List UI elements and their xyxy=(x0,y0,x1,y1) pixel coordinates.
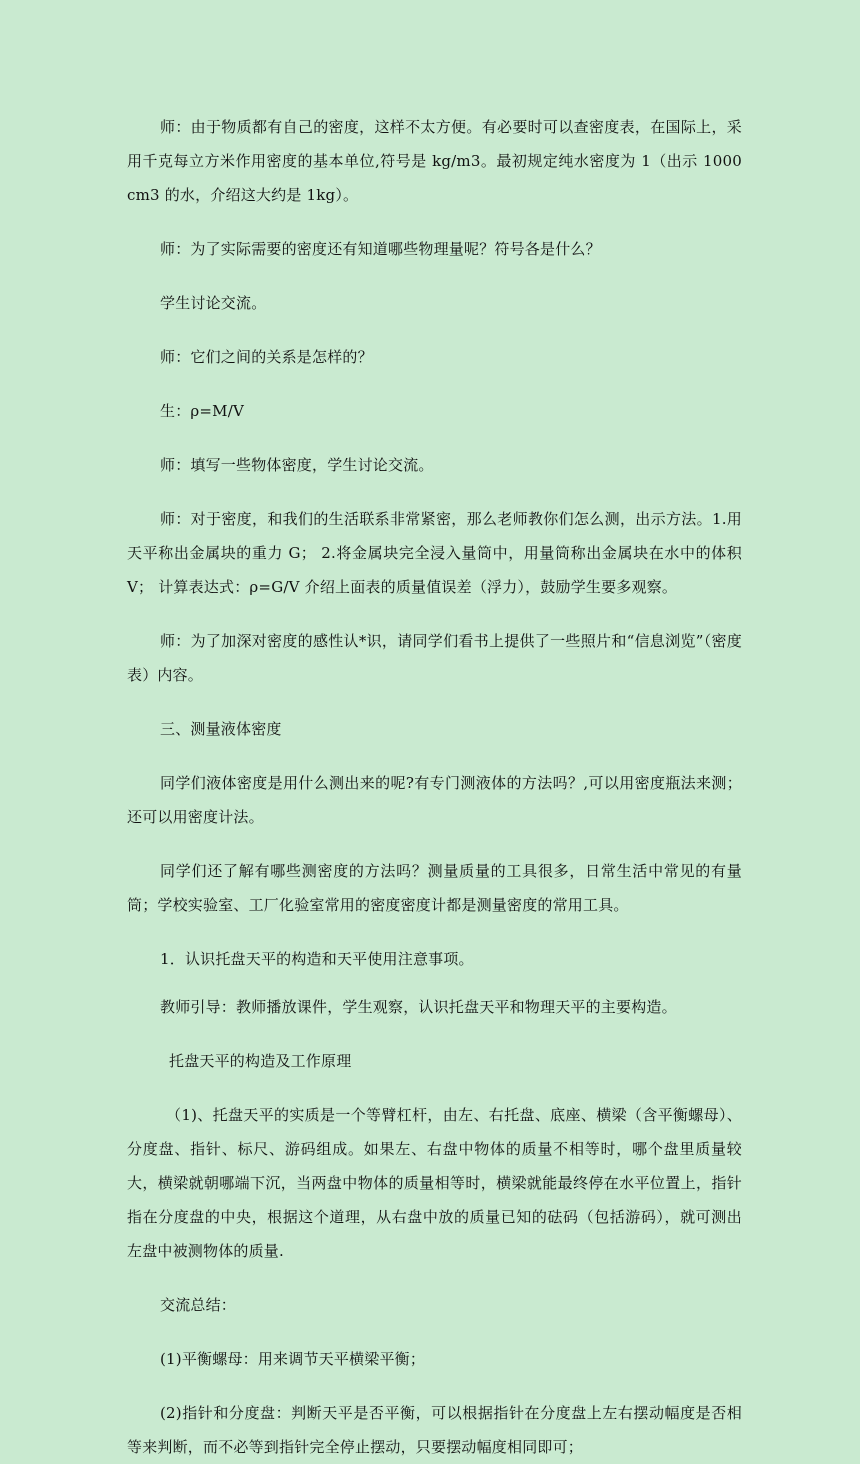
subheading-balance-principle: 托盘天平的构造及工作原理 xyxy=(169,1052,352,1070)
paragraph-student-discussion: 学生讨论交流。 xyxy=(160,294,267,312)
paragraph-perceptual-understanding: 师：为了加深对密度的感性认*识，请同学们看书上提供了一些照片和“信息浏览”（密度表）内容。 xyxy=(127,632,742,684)
paragraph-summary-label: 交流总结： xyxy=(160,1296,237,1314)
paragraph-other-methods: 同学们还了解有哪些测密度的方法吗？测量质量的工具很多，日常生活中常见的有量筒；学校实验室、工厂化验室常用的密度密度计都是测量密度的常用工具。 xyxy=(127,862,742,914)
paragraph-fill-density: 师：填写一些物体密度，学生讨论交流。 xyxy=(160,456,434,474)
paragraph-teacher-question: 师：为了实际需要的密度还有知道哪些物理量呢？符号各是什么？ xyxy=(160,240,601,258)
paragraph-formula: 生：ρ=M/V xyxy=(160,402,245,420)
paragraph-balance-principle: （1)、托盘天平的实质是一个等臂杠杆，由左、右托盘、底座、横梁（含平衡螺母）、分度盘、指针、标尺、游码组成。如果左、右盘中物体的质量不相等时，哪个盘里质量较大，横梁就朝哪端下沉，当两盘中物体的质量相等时，横梁就能最终停在水平位置上，指针指在分度盘的中央，根据这个道理，从右盘中放的质量已知的砝码（包括游码），就可测出左盘中被测物体的质量. xyxy=(127,1106,742,1260)
paragraph-relationship-question: 师：它们之间的关系是怎样的？ xyxy=(160,348,373,366)
paragraph-teacher-guidance: 教师引导：教师播放课件，学生观察，认识托盘天平和物理天平的主要构造。 xyxy=(160,998,677,1016)
section-heading-liquid-density: 三、测量液体密度 xyxy=(160,720,282,738)
paragraph-measure-method: 师：对于密度，和我们的生活联系非常紧密，那么老师教你们怎么测，出示方法。1.用天平称出金属块的重力 G； 2.将金属块完全浸入量筒中，用量筒称出金属块在水中的体积 V； 计算表达式：ρ=G/V 介绍上面表的质量值误差（浮力），鼓励学生要多观察。 xyxy=(127,510,742,596)
paragraph-liquid-method: 同学们液体密度是用什么测出来的呢?有专门测液体的方法吗？,可以用密度瓶法来测；还可以用密度计法。 xyxy=(127,774,742,826)
paragraph-density-unit: 师：由于物质都有自己的密度，这样不太方便。有必要时可以查密度表，在国际上，采用千克每立方米作用密度的基本单位,符号是 kg/m3。最初规定纯水密度为 1（出示 1000 cm3 的水，介绍这大约是 1kg）。 xyxy=(127,118,742,204)
paragraph-balance-structure-item: 1．认识托盘天平的构造和天平使用注意事项。 xyxy=(160,950,474,968)
paragraph-balance-nut: (1)平衡螺母：用来调节天平横梁平衡； xyxy=(160,1350,426,1368)
paragraph-pointer-scale: (2)指针和分度盘：判断天平是否平衡，可以根据指针在分度盘上左右摆动幅度是否相等来判断，而不必等到指针完全停止摆动，只要摆动幅度相同即可； xyxy=(127,1404,742,1456)
